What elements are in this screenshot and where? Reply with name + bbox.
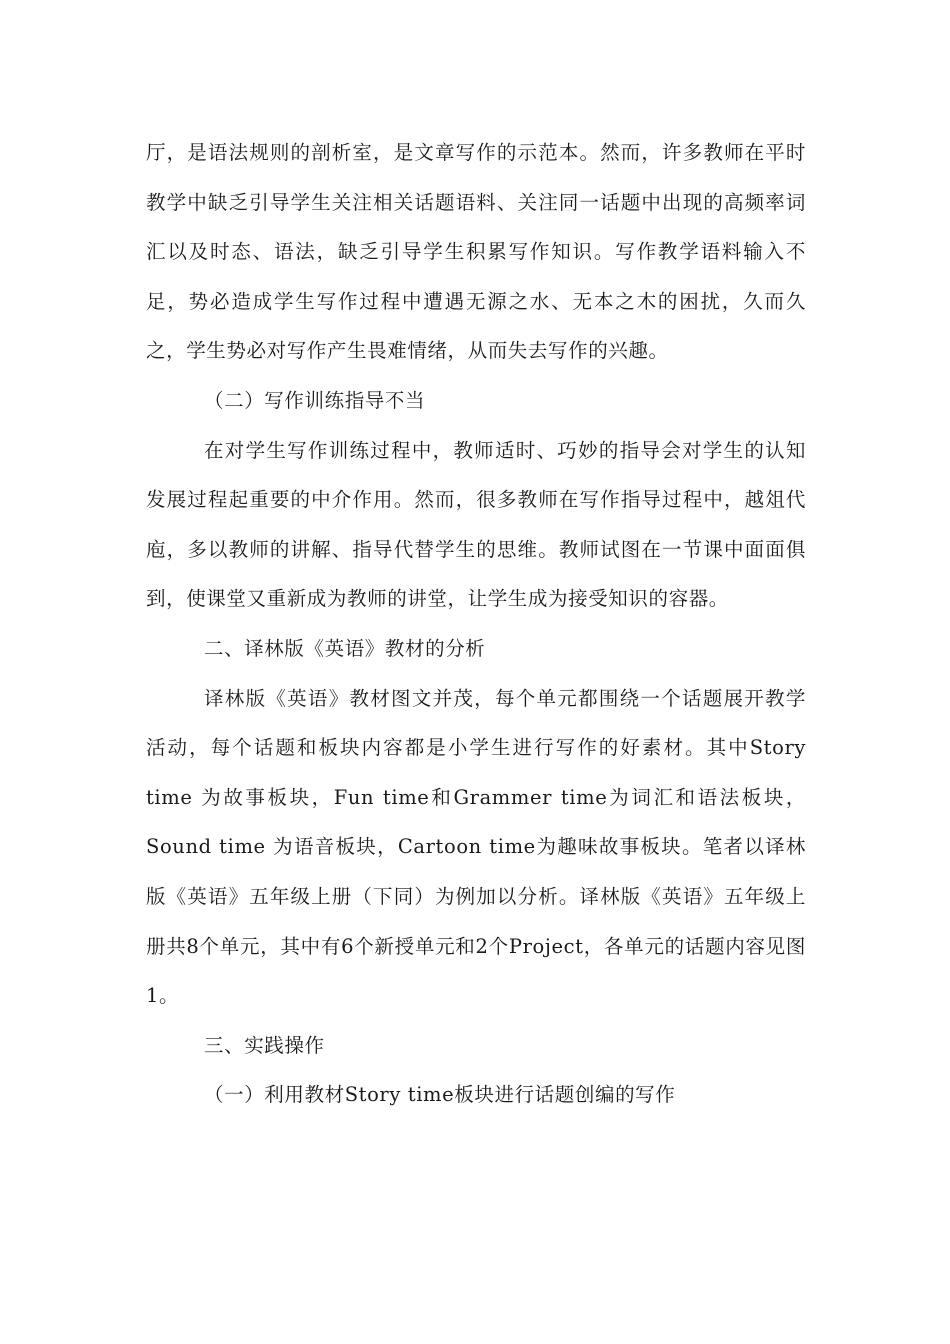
paragraph-textbook: 译林版《英语》教材图文并茂，每个单元都围绕一个话题展开教学活动，每个话题和板块内容都是小学生进行写作的好素材。其中Story time 为故事板块，Fun time和Grammer time为词汇和语法板块， Sound time 为语音板块，Cartoon time为趣味故事板块。笔者以译林版《英语》五年级上册（下同）为例加以分析。译林版《英语》五年级上册共8个单元，其中有6个新授单元和2个Project，各单元的话题内容见图1。 (146, 686, 806, 1008)
section-heading-2-2: （二）写作训练指导不当 (204, 388, 426, 412)
section-heading-story-time: （一）利用教材Story time板块进行话题创编的写作 (204, 1083, 676, 1107)
document-body (146, 128, 806, 1120)
paragraph-continuation: 厅，是语法规则的剖析室，是文章写作的示范本。然而，许多教师在平时教学中缺乏引导学生关注相关话题语料、关注同一话题中出现的高频率词汇以及时态、语法，缺乏引导学生积累写作知识。写作教学语料输入不足，势必造成学生写作过程中遭遇无源之水、无本之木的困扰，久而久之，学生势必对写作产生畏难情绪，从而失去写作的兴趣。 (146, 141, 806, 363)
paragraph-guidance: 在对学生写作训练过程中，教师适时、巧妙的指导会对学生的认知发展过程起重要的中介作用。然而，很多教师在写作指导过程中，越俎代庖，多以教师的讲解、指导代替学生的思维。教师试图在一节课中面面俱到，使课堂又重新成为教师的讲堂，让学生成为接受知识的容器。 (146, 438, 806, 611)
section-heading-textbook-analysis: 二、译林版《英语》教材的分析 (204, 636, 486, 660)
section-heading-practice: 三、实践操作 (204, 1033, 325, 1057)
